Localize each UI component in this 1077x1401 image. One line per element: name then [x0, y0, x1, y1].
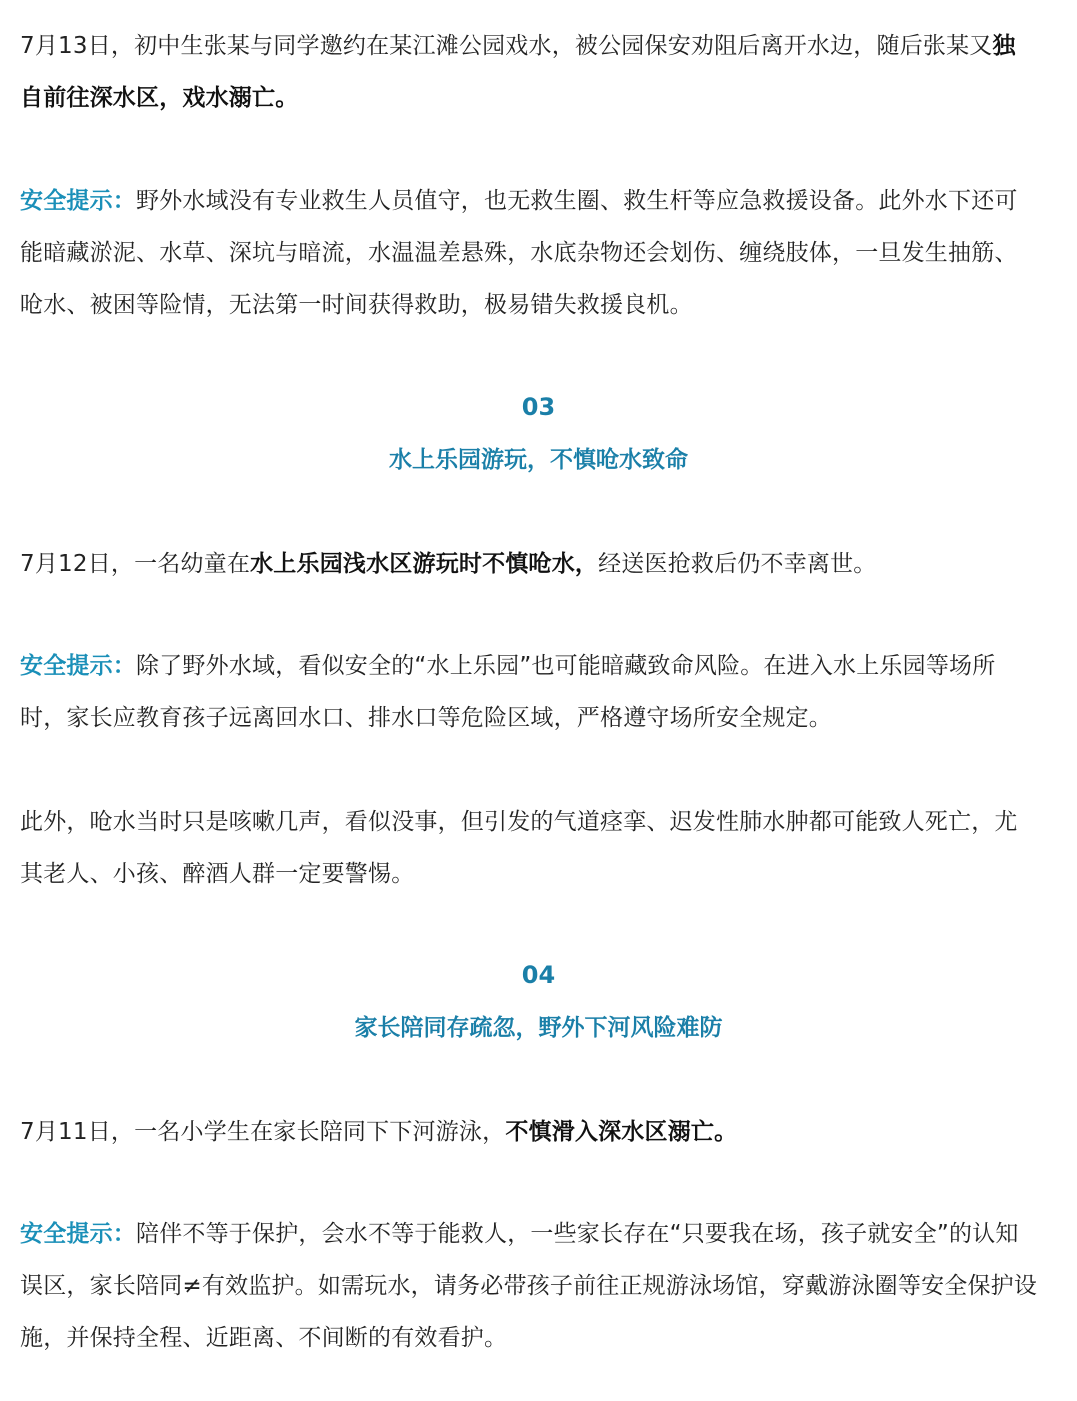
story-text: 此外，呛水当时只是咳嗽几声，看似没事，但引发的气道痉挛、迟发性肺水肿都可能致人死亡，尤其老人、小孩、醉酒人群一定要警惕。 [20, 809, 1018, 887]
safety-tip-paragraph [20, 175, 1038, 331]
story-text: 7月13日，初中生张某与同学邀约在某江滩公园戏水，被公园保安劝阻后离开水边，随后张某又 [20, 33, 993, 59]
safety-tip-text: 除了野外水域，看似安全的“水上乐园”也可能暗藏致命风险。在进入水上乐园等场所时，家长应教育孩子远离回水口、排水口等危险区域，严格遵守场所安全规定。 [20, 653, 996, 731]
story-bold-text: 独自前往深水区，戏水溺亡。 [20, 33, 1016, 111]
safety-tip-paragraph [20, 1208, 1038, 1364]
safety-tip-text: 陪伴不等于保护，会水不等于能救人，一些家长存在“只要我在场，孩子就安全”的认知误区，家长陪同≠有效监护。如需玩水，请务必带孩子前往正规游泳场馆，穿戴游泳圈等安全保护设施，并保持全程、近距离、不间断的有效看护。 [20, 1221, 1038, 1351]
section-number: 03 [521, 393, 556, 421]
story-paragraph [20, 1106, 1038, 1158]
safety-tip-label: 安全提示： [20, 1221, 136, 1247]
story-text: 7月12日，一名幼童在 [20, 551, 251, 577]
safety-tip-paragraph [20, 640, 1038, 744]
safety-tip-label: 安全提示： [20, 188, 136, 214]
story-bold-text: 水上乐园浅水区游玩时不慎呛水， [250, 551, 599, 577]
story-paragraph [20, 538, 1038, 590]
safety-tip-label: 安全提示： [20, 653, 136, 679]
safety-tip-text: 野外水域没有专业救生人员值守，也无救生圈、救生杆等应急救援设备。此外水下还可能暗藏淤泥、水草、深坑与暗流，水温温差悬殊，水底杂物还会划伤、缠绕肢体，一旦发生抽筋、呛水、被困等险情，无法第一时间获得救助，极易错失救援良机。 [20, 188, 1018, 318]
story-text: 经送医抢救后仍不幸离世。 [598, 551, 877, 577]
story-text: 7月11日，一名小学生在家长陪同下下河游泳， [20, 1119, 506, 1145]
section-number: 04 [521, 961, 556, 989]
story-paragraph [20, 20, 1038, 124]
section-title: 家长陪同存疏忽，野外下河风险难防 [354, 1015, 723, 1041]
section-title: 水上乐园游玩，不慎呛水致命 [389, 447, 688, 473]
story-paragraph [20, 796, 1038, 900]
story-bold-text: 不慎滑入深水区溺亡。 [505, 1119, 738, 1145]
